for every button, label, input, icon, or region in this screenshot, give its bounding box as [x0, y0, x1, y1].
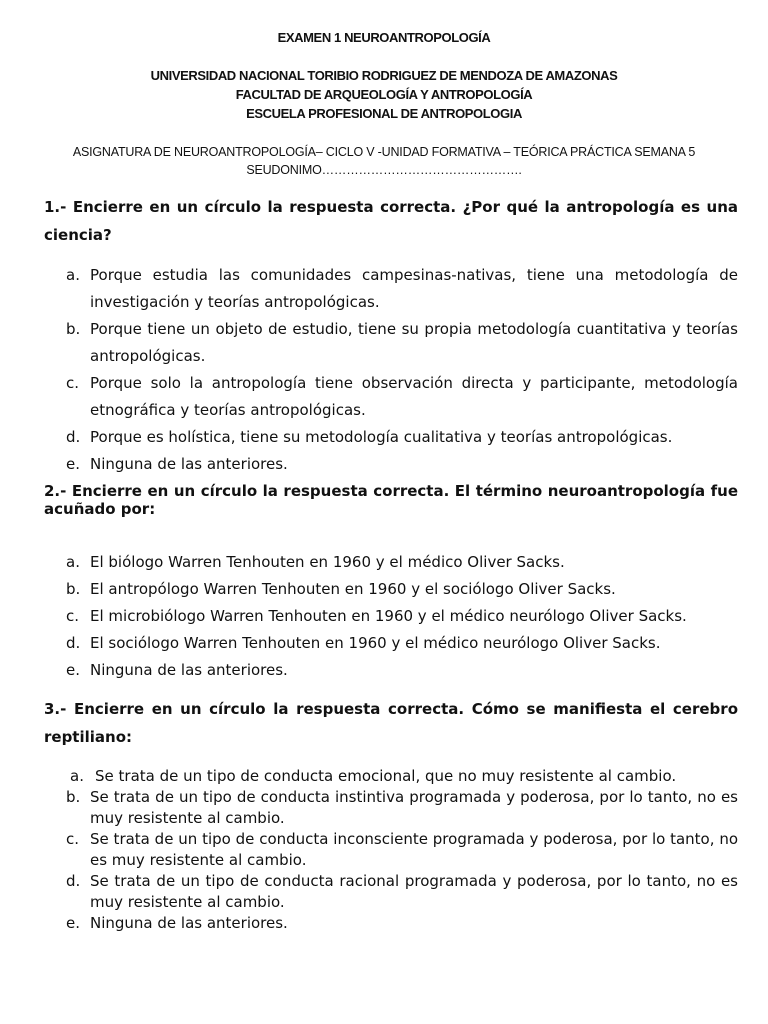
school-name: ESCUELA PROFESIONAL DE ANTROPOLOGIA — [246, 106, 522, 121]
option-item — [44, 370, 738, 424]
option-marker: c. — [66, 374, 80, 392]
option-item — [44, 424, 738, 451]
university-name: UNIVERSIDAD NACIONAL TORIBIO RODRIGUEZ DE MENDOZA DE AMAZONAS — [150, 68, 618, 83]
option-item — [44, 913, 738, 934]
option-marker: d. — [66, 634, 81, 652]
option-text: El biólogo Warren Tenhouten en 1960 y el médico Oliver Sacks. — [90, 553, 565, 571]
subject-block — [40, 143, 728, 179]
option-item — [44, 871, 738, 913]
institution-block — [40, 66, 728, 123]
question-3-title: 3.- Encierre en un círculo la respuesta correcta. Cómo se manifiesta el cerebro reptiliano: — [44, 700, 738, 746]
option-item — [44, 576, 738, 603]
option-marker: d. — [66, 872, 81, 890]
option-marker: a. — [70, 767, 84, 785]
question-2-options — [44, 549, 738, 684]
option-text: Se trata de un tipo de conducta inconsciente programada y poderosa, por lo tanto, no es muy resistente al cambio. — [90, 830, 738, 869]
option-marker: a. — [66, 266, 80, 284]
option-text: Porque estudia las comunidades campesinas-nativas, tiene una metodología de investigación y teorías antropológicas. — [90, 266, 738, 311]
option-item — [44, 829, 738, 871]
option-marker: e. — [66, 661, 80, 679]
option-marker: b. — [66, 580, 81, 598]
option-marker: e. — [66, 914, 80, 932]
option-marker: c. — [66, 607, 80, 625]
option-item — [44, 657, 738, 684]
question-1-title: 1.- Encierre en un círculo la respuesta correcta. ¿Por qué la antropología es una ciencia? — [44, 198, 738, 244]
option-text: Ninguna de las anteriores. — [90, 661, 288, 679]
option-text: Se trata de un tipo de conducta instintiva programada y poderosa, por lo tanto, no es muy resistente al cambio. — [90, 788, 738, 827]
option-item — [44, 787, 738, 829]
option-marker: d. — [66, 428, 81, 446]
option-marker: c. — [66, 830, 80, 848]
option-text: El antropólogo Warren Tenhouten en 1960 y el sociólogo Oliver Sacks. — [90, 580, 616, 598]
option-text: Porque tiene un objeto de estudio, tiene su propia metodología cuantitativa y teorías antropológicas. — [90, 320, 738, 365]
option-item — [44, 603, 738, 630]
question-1-options — [44, 262, 738, 478]
option-item — [44, 766, 738, 787]
pseudonym-line: SEUDONIMO…………………………………………. — [246, 163, 522, 177]
option-item — [44, 630, 738, 657]
option-item — [44, 262, 738, 316]
question-2-title: 2.- Encierre en un círculo la respuesta correcta. El término neuroantropología fue acuñado por: — [44, 482, 738, 518]
option-text: El microbiólogo Warren Tenhouten en 1960 y el médico neurólogo Oliver Sacks. — [90, 607, 687, 625]
question-3-options — [44, 766, 738, 934]
faculty-name: FACULTAD DE ARQUEOLOGÍA Y ANTROPOLOGÍA — [235, 87, 533, 102]
option-text: Se trata de un tipo de conducta emocional, que no muy resistente al cambio. — [95, 767, 677, 785]
option-marker: e. — [66, 455, 80, 473]
option-marker: a. — [66, 553, 80, 571]
option-text: Porque solo la antropología tiene observación directa y participante, metodología etnográfica y teorías antropológicas. — [90, 374, 738, 419]
option-marker: b. — [66, 788, 81, 806]
option-text: Se trata de un tipo de conducta racional programada y poderosa, por lo tanto, no es muy resistente al cambio. — [90, 872, 738, 911]
option-item — [44, 549, 738, 576]
option-text: Porque es holística, tiene su metodología cualitativa y teorías antropológicas. — [90, 428, 673, 446]
option-item — [44, 451, 738, 478]
option-item — [44, 316, 738, 370]
option-marker: b. — [66, 320, 81, 338]
option-text: El sociólogo Warren Tenhouten en 1960 y el médico neurólogo Oliver Sacks. — [90, 634, 661, 652]
exam-title: EXAMEN 1 NEUROANTROPOLOGÍA — [277, 30, 491, 45]
option-text: Ninguna de las anteriores. — [90, 455, 288, 473]
option-text: Ninguna de las anteriores. — [90, 914, 288, 932]
subject-line: ASIGNATURA DE NEUROANTROPOLOGÍA– CICLO V -UNIDAD FORMATIVA – TEÓRICA PRÁCTICA SEMANA 5 — [72, 145, 696, 159]
